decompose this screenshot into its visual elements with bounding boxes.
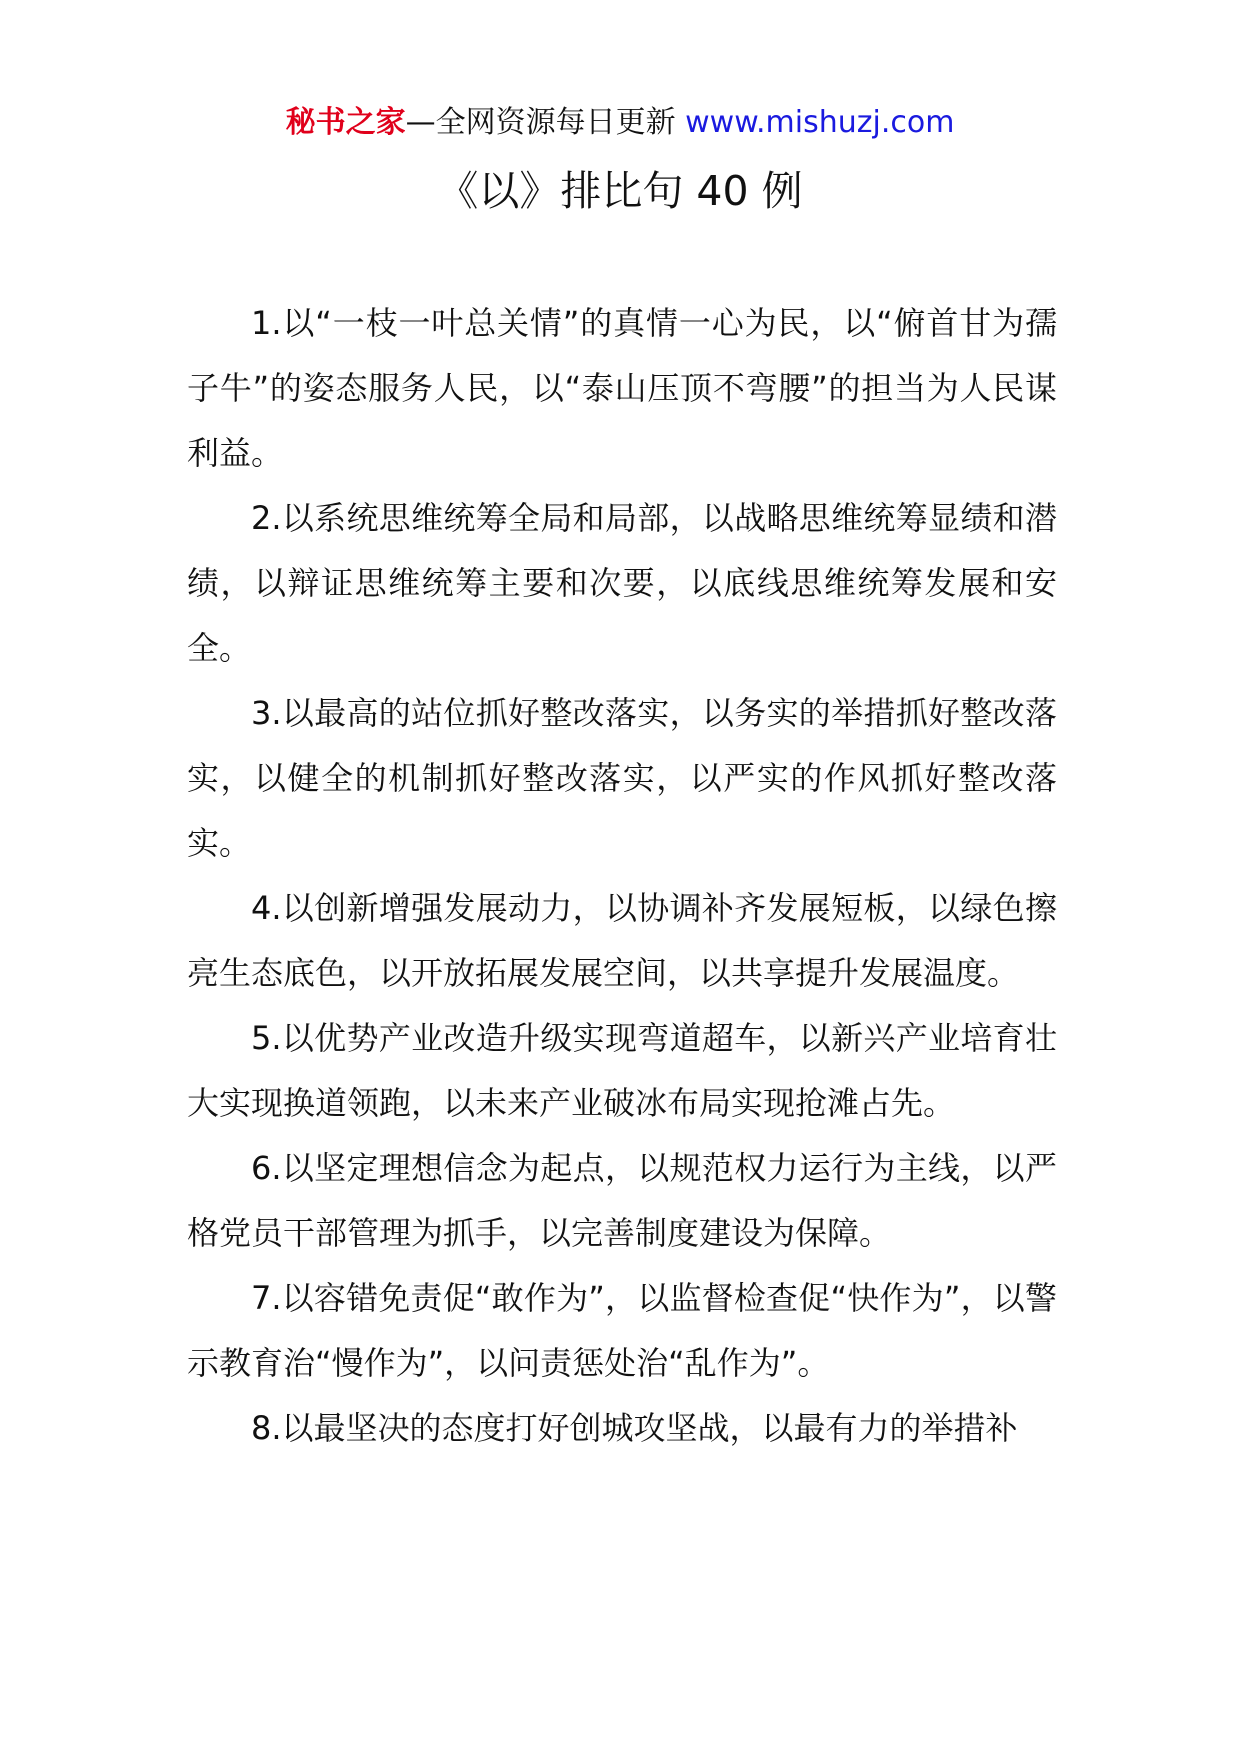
document-title: 《以》排比句 40 例 (437, 167, 803, 215)
site-slogan: —全网资源每日更新 (405, 105, 686, 140)
paragraph-7: 7.以容错免责促“敢作为”，以监督检查促“快作为”，以警示教育治“慢作为”，以问责惩处治“乱作为”。 (187, 1279, 1057, 1382)
site-url-link[interactable]: www.mishuzj.com (685, 105, 955, 140)
paragraph-2: 2.以系统思维统筹全局和局部，以战略思维统筹显绩和潜绩，以辩证思维统筹主要和次要，以底线思维统筹发展和安全。 (187, 499, 1057, 667)
site-brand: 秘书之家 (285, 105, 406, 140)
paragraph-1: 1.以“一枝一叶总关情”的真情一心为民，以“俯首甘为孺子牛”的姿态服务人民，以“泰山压顶不弯腰”的担当为人民谋利益。 (187, 304, 1057, 472)
paragraph-6: 6.以坚定理想信念为起点，以规范权力运行为主线，以严格党员干部管理为抓手，以完善制度建设为保障。 (187, 1149, 1057, 1252)
paragraph-3: 3.以最高的站位抓好整改落实，以务实的举措抓好整改落实，以健全的机制抓好整改落实，以严实的作风抓好整改落实。 (187, 694, 1057, 862)
site-header (0, 100, 1240, 146)
document-body (187, 291, 1057, 1461)
paragraph-4: 4.以创新增强发展动力，以协调补齐发展短板，以绿色擦亮生态底色，以开放拓展发展空间，以共享提升发展温度。 (187, 889, 1057, 992)
paragraph-5: 5.以优势产业改造升级实现弯道超车，以新兴产业培育壮大实现换道领跑，以未来产业破冰布局实现抢滩占先。 (187, 1019, 1057, 1122)
paragraph-8: 8.以最坚决的态度打好创城攻坚战，以最有力的举措补 (251, 1409, 1018, 1447)
